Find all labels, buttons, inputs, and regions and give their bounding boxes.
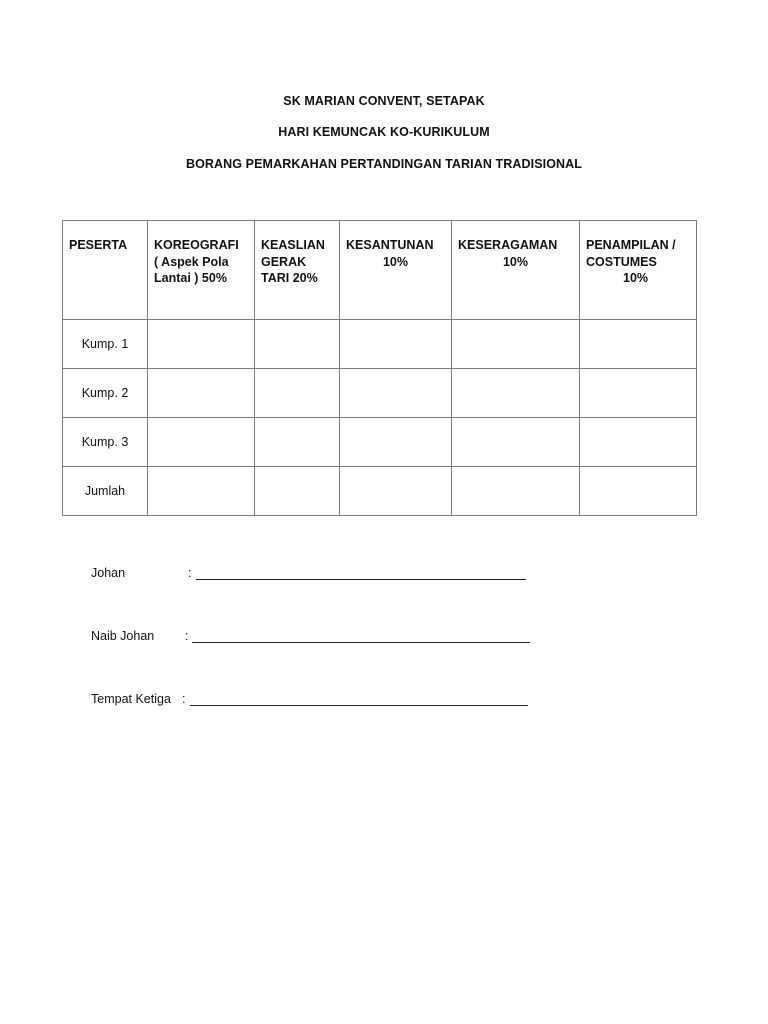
table-header-row — [63, 221, 697, 320]
col-kesantunan-line-1: KESANTUNAN — [346, 238, 434, 252]
table-row — [63, 320, 697, 369]
total-cell[interactable] — [340, 467, 452, 516]
row-label-total: Jumlah — [63, 467, 148, 516]
col-kesantunan-line-2: 10% — [382, 254, 409, 269]
event-name: HARI KEMUNCAK KO-KURIKULUM — [278, 125, 490, 139]
col-peserta-label: PESERTA — [69, 238, 128, 252]
score-cell[interactable] — [580, 369, 697, 418]
tempat-ketiga-label: Tempat Ketiga — [91, 692, 171, 706]
col-keaslian-line-1: KEASLIAN — [261, 238, 325, 252]
col-penampilan-line-2: COSTUMES — [586, 254, 657, 269]
row-label: Kump. 1 — [63, 320, 148, 369]
school-name: SK MARIAN CONVENT, SETAPAK — [283, 94, 485, 108]
col-penampilan-line-1: PENAMPILAN / — [586, 238, 676, 252]
scoring-table — [62, 220, 697, 516]
total-cell[interactable] — [452, 467, 580, 516]
naib-johan-row — [91, 629, 189, 643]
form-title: BORANG PEMARKAHAN PERTANDINGAN TARIAN TRADISIONAL — [185, 157, 583, 171]
col-kesantunan — [340, 221, 452, 320]
col-koreografi-line-1: KOREOGRAFI — [154, 238, 239, 252]
score-cell[interactable] — [340, 418, 452, 467]
score-cell[interactable] — [255, 418, 340, 467]
total-cell[interactable] — [148, 467, 255, 516]
score-cell[interactable] — [340, 369, 452, 418]
table-row — [63, 418, 697, 467]
naib-johan-blank-line[interactable] — [192, 642, 530, 643]
score-cell[interactable] — [452, 418, 580, 467]
col-keaslian-line-2: GERAK — [261, 254, 307, 269]
col-koreografi — [148, 221, 255, 320]
col-keseragaman-line-2: 10% — [502, 254, 529, 269]
score-cell[interactable] — [580, 418, 697, 467]
score-cell[interactable] — [340, 320, 452, 369]
col-keaslian-line-3: TARI 20% — [261, 271, 318, 285]
col-penampilan-line-3: 10% — [623, 271, 649, 285]
naib-johan-label: Naib Johan — [91, 629, 155, 643]
tempat-ketiga-colon: : — [182, 692, 186, 706]
score-cell[interactable] — [255, 320, 340, 369]
col-peserta — [63, 221, 148, 320]
score-cell[interactable] — [148, 320, 255, 369]
row-label: Kump. 2 — [63, 369, 148, 418]
score-cell[interactable] — [148, 418, 255, 467]
tempat-ketiga-row — [91, 692, 186, 706]
naib-johan-colon: : — [185, 629, 189, 643]
johan-row — [91, 566, 192, 580]
col-koreografi-line-3: Lantai ) 50% — [154, 271, 227, 285]
score-cell[interactable] — [580, 320, 697, 369]
col-keseragaman-line-1: KESERAGAMAN — [458, 238, 558, 252]
score-cell[interactable] — [255, 369, 340, 418]
score-cell[interactable] — [452, 320, 580, 369]
row-label: Kump. 3 — [63, 418, 148, 467]
table-row — [63, 369, 697, 418]
col-penampilan — [580, 221, 697, 320]
table-row-total — [63, 467, 697, 516]
johan-blank-line[interactable] — [196, 579, 526, 580]
total-cell[interactable] — [580, 467, 697, 516]
johan-label: Johan — [91, 566, 126, 580]
score-cell[interactable] — [148, 369, 255, 418]
score-cell[interactable] — [452, 369, 580, 418]
col-koreografi-line-2: ( Aspek Pola — [154, 254, 229, 269]
tempat-ketiga-blank-line[interactable] — [190, 705, 528, 706]
total-cell[interactable] — [255, 467, 340, 516]
johan-colon: : — [188, 566, 192, 580]
col-keseragaman — [452, 221, 580, 320]
col-keaslian — [255, 221, 340, 320]
